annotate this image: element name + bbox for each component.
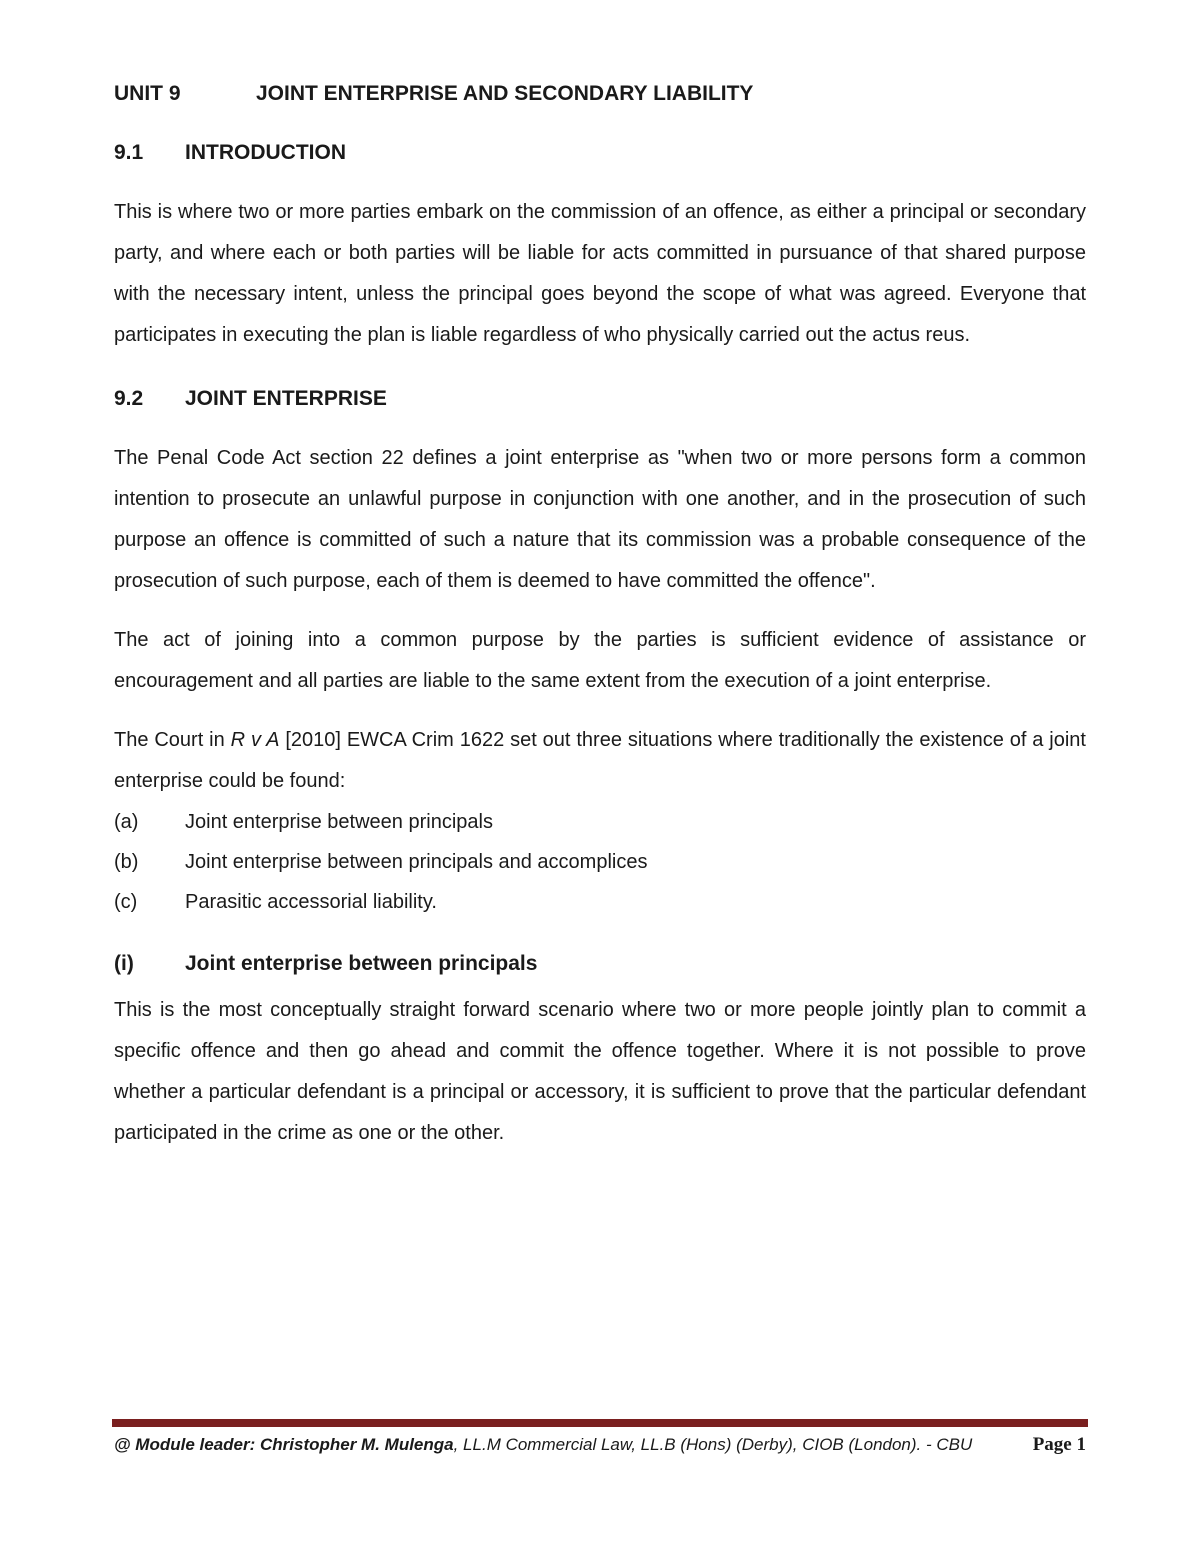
footer-author: : Christopher M. Mulenga [249, 1435, 454, 1454]
footer-prefix: @ Module leader [114, 1435, 250, 1454]
case-intro-text: The Court in [114, 729, 231, 751]
subsection-paragraph: This is the most conceptually straight forward scenario where two or more people jointly plan to commit a specific offence and then go ahead and commit the offence together. Where it is not possible to prove whether a particular defendant is a principal or accessory, it is sufficient to prove that the particular defendant participated in the crime as one or the other. [114, 999, 1086, 1144]
section-number: 9.1 [114, 141, 144, 164]
list-item-label: (c) [114, 891, 138, 913]
section-number: 9.2 [114, 387, 144, 410]
list-item [114, 842, 1086, 882]
section-heading-joint-enterprise [114, 383, 1086, 415]
list-item-label: (b) [114, 851, 139, 873]
case-name: R v A [230, 729, 280, 751]
case-rest-text: [2010] EWCA Crim 1622 set out three situations where traditionally the existence of a joint enterprise could be found: [114, 729, 1086, 792]
page-number [1033, 1433, 1086, 1457]
section-heading-introduction [114, 137, 1086, 169]
subsection-number: (i) [114, 952, 134, 975]
section-title: JOINT ENTERPRISE [185, 387, 387, 410]
introduction-paragraph: This is where two or more parties embark on the commission of an offence, as either a principal or secondary party, and where each or both parties will be liable for acts committed in pursuance of that shared purpose with the necessary intent, unless the principal goes beyond the scope of what was agreed. Everyone that participates in executing the plan is liable regardless of who physically carried out the actus reus. [114, 201, 1086, 346]
list-item-label: (a) [114, 811, 139, 833]
unit-heading [114, 78, 1086, 110]
page-footer [114, 1433, 1086, 1457]
list-item-text: Joint enterprise between principals and accomplices [185, 851, 648, 873]
list-item-text: Parasitic accessorial liability. [185, 891, 437, 913]
section-title: INTRODUCTION [185, 141, 346, 164]
penal-code-paragraph: The Penal Code Act section 22 defines a joint enterprise as "when two or more persons form a common intention to prosecute an unlawful purpose in conjunction with one another, and in the prosecution of such purpose an offence is committed of such a nature that its commission was a probable consequence of the prosecution of such purpose, each of them is deemed to have committed the offence". [114, 447, 1086, 592]
subsection-heading [114, 948, 1086, 980]
list-item [114, 882, 1086, 922]
subsection-title: Joint enterprise between principals [185, 952, 538, 975]
footer-credentials: , LL.M Commercial Law, LL.B (Hons) (Derby), CIOB (London). - CBU [453, 1435, 973, 1454]
page-word: Page [1032, 1434, 1072, 1455]
list-item [114, 802, 1086, 842]
footer-divider [112, 1419, 1088, 1427]
court-case-paragraph [114, 720, 1086, 802]
footer-credit [114, 1433, 972, 1457]
situations-list [114, 802, 1086, 922]
page-number-value: 1 [1076, 1434, 1086, 1455]
page-content [114, 78, 1086, 1154]
unit-title: JOINT ENTERPRISE AND SECONDARY LIABILITY [256, 82, 754, 105]
unit-number: UNIT 9 [114, 82, 181, 105]
common-purpose-paragraph: The act of joining into a common purpose by the parties is sufficient evidence of assistance or encouragement and all parties are liable to the same extent from the execution of a joint enterprise. [114, 629, 1086, 692]
list-item-text: Joint enterprise between principals [185, 811, 493, 833]
